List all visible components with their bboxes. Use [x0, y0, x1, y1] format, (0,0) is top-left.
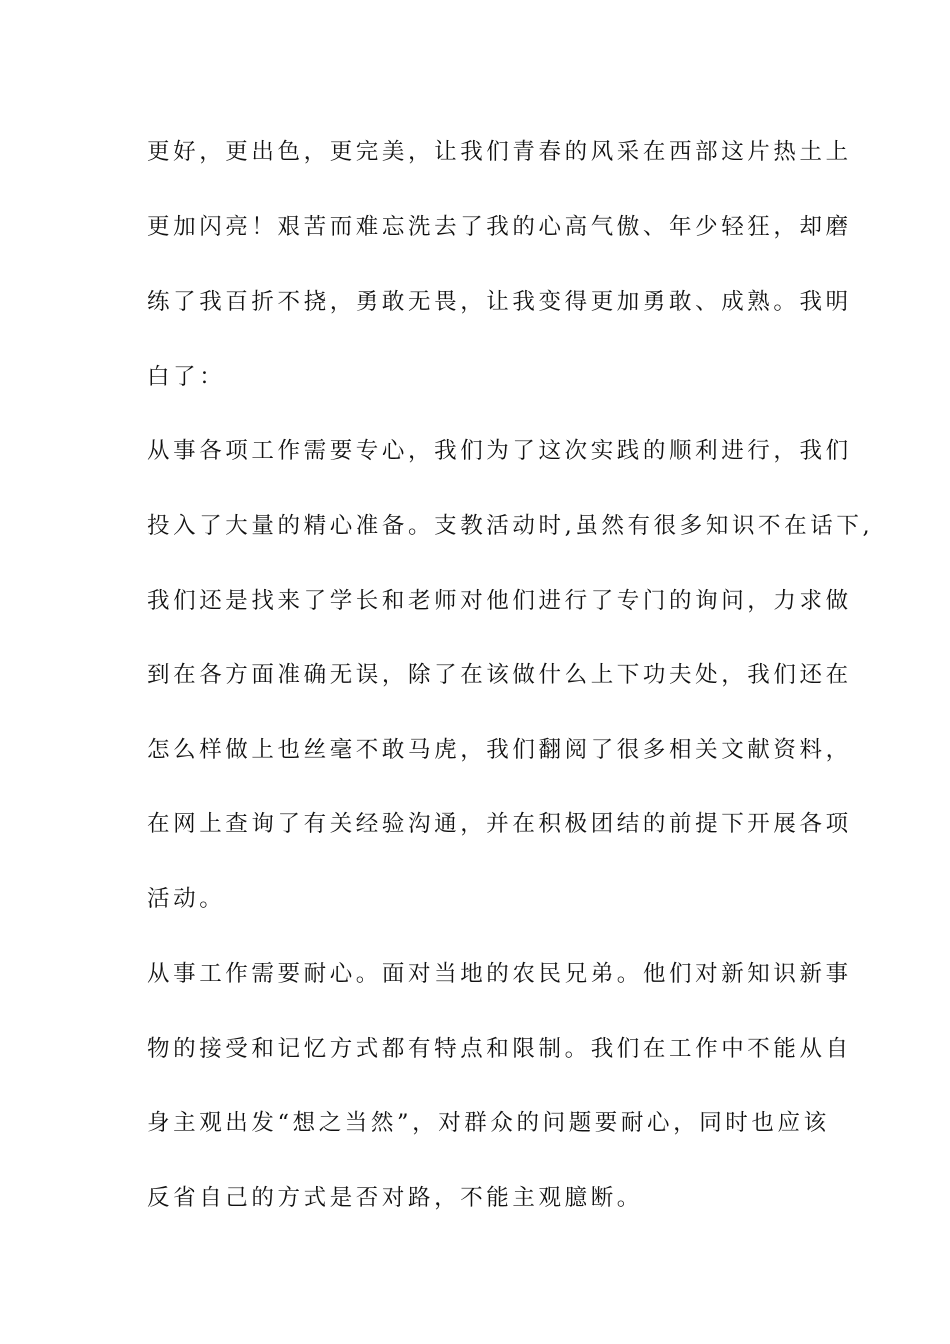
text-line: 活动。: [147, 886, 226, 912]
text-line: 在网上查询了有关经验沟通，并在积极团结的前提下开展各项: [147, 811, 852, 837]
text-line: 从事工作需要耐心。面对当地的农民兄弟。他们对新知识新事: [147, 961, 852, 987]
text-line: 反省自己的方式是否对路，不能主观臆断。: [147, 1185, 643, 1211]
text-line: 白了：: [147, 364, 226, 390]
text-line: 练了我百折不挠，勇敢无畏，让我变得更加勇敢、成熟。我明: [147, 289, 852, 315]
text-line: 从事各项工作需要专心，我们为了这次实践的顺利进行，我们: [147, 438, 852, 464]
text-line: 更好，更出色，更完美，让我们青春的风采在西部这片热土上: [147, 139, 852, 165]
text-line: 怎么样做上也丝毫不敢马虎，我们翻阅了很多相关文献资料，: [147, 737, 852, 763]
text-line: 我们还是找来了学长和老师对他们进行了专门的询问，力求做: [147, 588, 852, 614]
text-line: 物的接受和记忆方式都有特点和限制。我们在工作中不能从自: [147, 1036, 852, 1062]
text-line: 到在各方面准确无误，除了在该做什么上下功夫处，我们还在: [147, 662, 852, 688]
text-line: 投入了大量的精心准备。支教活动时,虽然有很多知识不在话下,: [147, 513, 874, 539]
text-line: 身主观出发“想之当然”，对群众的问题要耐心，同时也应该: [147, 1110, 830, 1136]
text-line: 更加闪亮！艰苦而难忘洗去了我的心高气傲、年少轻狂，却磨: [147, 214, 852, 240]
